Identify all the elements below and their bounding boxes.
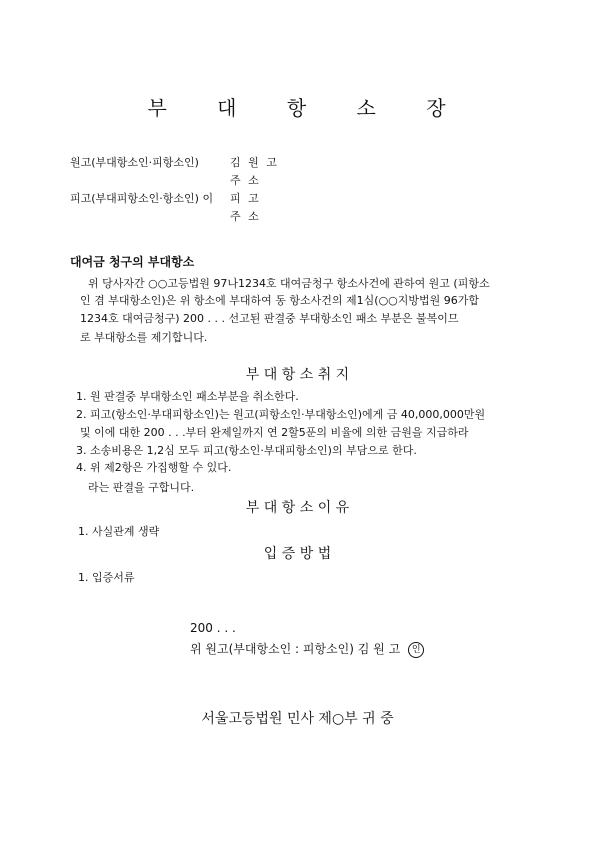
title-char: 대 bbox=[217, 96, 239, 120]
reason-item: 1. 사실관계 생략 bbox=[78, 525, 160, 538]
purpose-heading: 부 대 항 소 취 지 bbox=[245, 367, 350, 383]
signature-block bbox=[190, 640, 424, 658]
title-char: 소 bbox=[356, 96, 378, 120]
reason-heading: 부 대 항 소 이 유 bbox=[245, 500, 350, 516]
seal-mark: 인 bbox=[408, 642, 424, 658]
intro-line: 1234호 대여금청구) 200 . . . 선고된 판결중 부대항소인 패소 부분은 불복이므 bbox=[80, 312, 459, 325]
intro-line: 위 당사자간 ○○고등법원 97나1234호 대여금청구 항소사건에 관하여 원고 (피항소 bbox=[88, 277, 490, 290]
title-char: 항 bbox=[286, 96, 309, 120]
court-addressee: 서울고등법원 민사 제○부 귀 중 bbox=[201, 711, 394, 727]
purpose-item: 4. 위 제2항은 가집행할 수 있다. bbox=[76, 461, 232, 474]
purpose-closing: 라는 판결을 구합니다. bbox=[88, 481, 195, 494]
purpose-item: 2. 피고(항소인·부대피항소인)는 원고(피항소인·부대항소인)에게 금 40,000,000만원 bbox=[76, 408, 486, 421]
party-address-plaintiff: 주 소 bbox=[230, 174, 261, 187]
intro-line: 인 겸 부대항소인)은 위 항소에 부대하여 동 항소사건의 제1심(○○지방법원 96가합 bbox=[80, 294, 480, 307]
signature-text: 위 원고(부대항소인 : 피항소인) 김 원 고 bbox=[190, 642, 401, 656]
party-address-defendant: 주 소 bbox=[230, 210, 261, 223]
title-char: 장 bbox=[426, 96, 448, 120]
filing-date: 200 . . . bbox=[190, 621, 236, 635]
intro-line: 로 부대항소를 제기합니다. bbox=[80, 331, 208, 344]
document-title bbox=[0, 92, 595, 121]
case-heading: 대여금 청구의 부대항소 bbox=[70, 255, 195, 269]
evidence-heading: 입 증 방 법 bbox=[263, 546, 332, 562]
party-name-plaintiff: 김 원 고 bbox=[230, 156, 279, 169]
purpose-item: 1. 원 판결중 부대항소인 패소부분을 취소한다. bbox=[76, 390, 299, 403]
purpose-item: 3. 소송비용은 1,2심 모두 피고(항소인·부대피항소인)의 부담으로 한다. bbox=[76, 444, 417, 457]
evidence-item: 1. 입증서류 bbox=[78, 571, 135, 584]
title-char: 부 bbox=[147, 96, 169, 120]
purpose-item: 및 이에 대한 200 . . .부터 완제일까지 연 2할5푼의 비율에 의한 금원을 지급하라 bbox=[80, 426, 469, 439]
party-label-plaintiff: 원고(부대항소인·피항소인) bbox=[70, 156, 199, 169]
party-label-defendant: 피고(부대피항소인·항소인) 이 bbox=[70, 192, 214, 205]
party-name-defendant: 피 고 bbox=[230, 192, 261, 205]
